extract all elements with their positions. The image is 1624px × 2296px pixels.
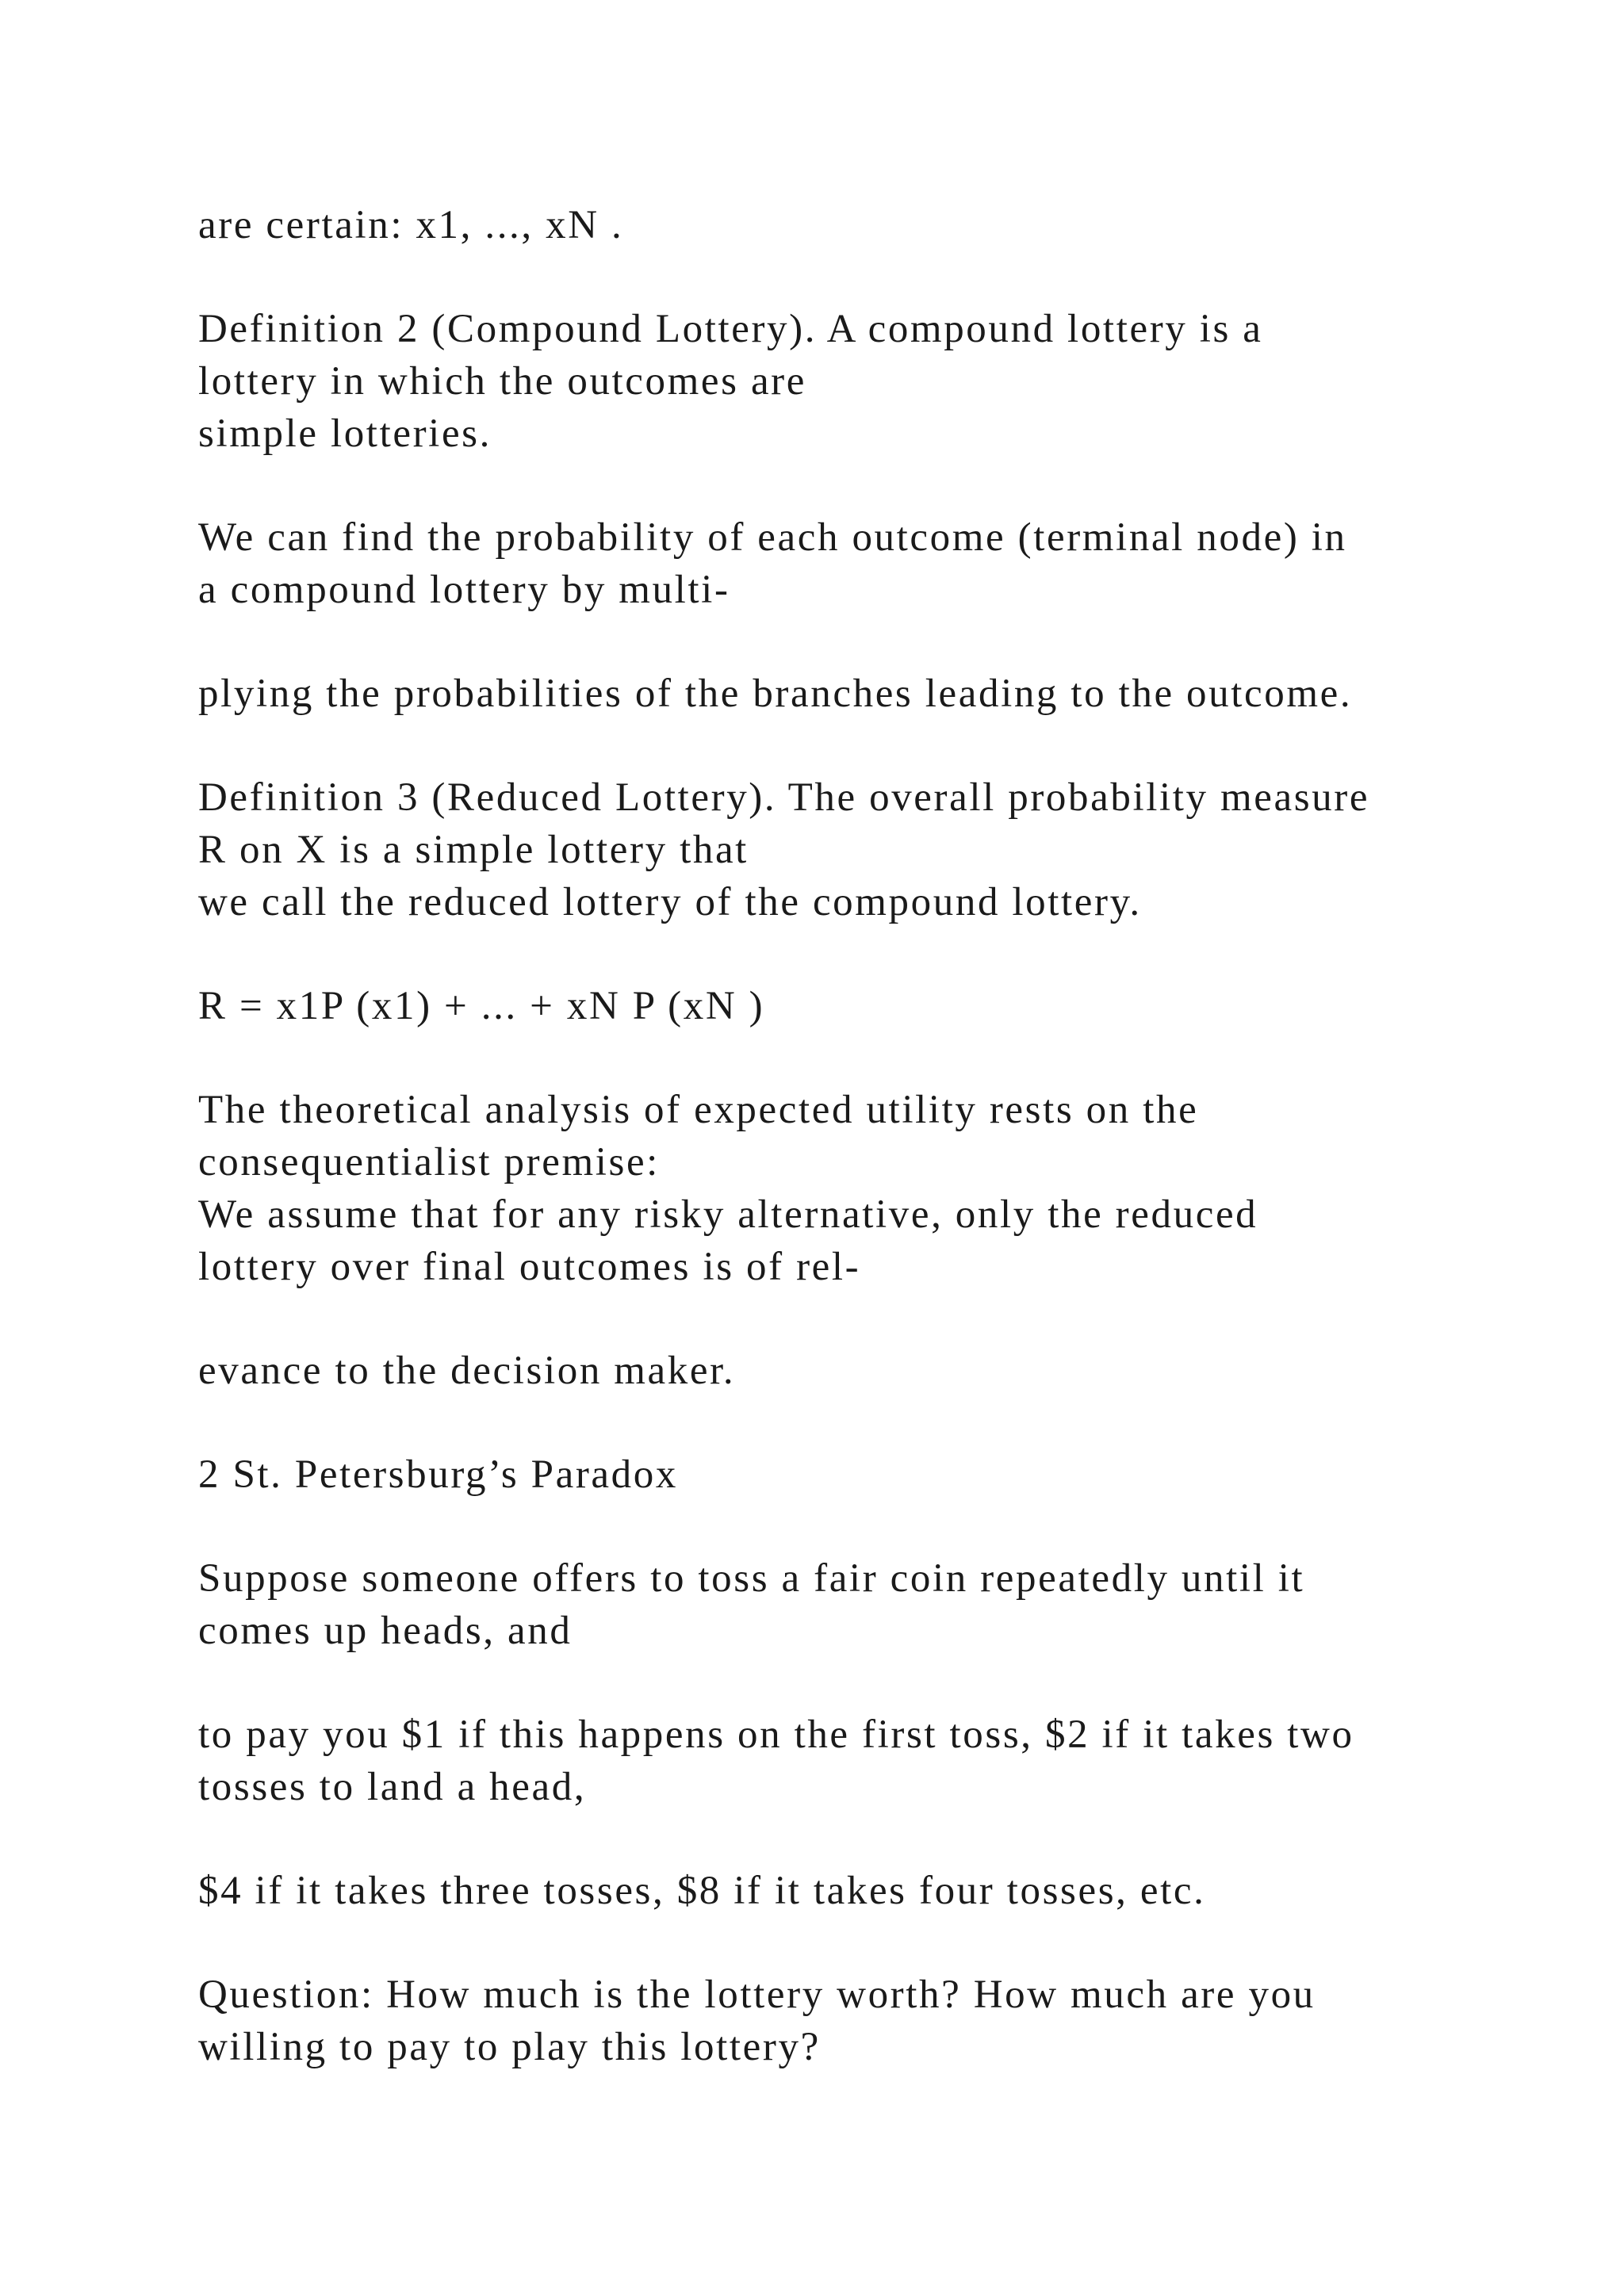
text-line: consequentialist premise: <box>198 1140 660 1184</box>
definition-2-line: Definition 2 (Compound Lottery). A compound lottery is a <box>198 307 1263 351</box>
text-line: simple lotteries. <box>198 411 492 456</box>
text-line: lottery over final outcomes is of rel- <box>198 1245 861 1289</box>
text-line: are certain: x1, ..., xN . <box>198 203 624 247</box>
question-line: Question: How much is the lottery worth? How much are you <box>198 1973 1316 2017</box>
text-line: comes up heads, and <box>198 1609 573 1653</box>
question-line: willing to pay to play this lottery? <box>198 2025 821 2069</box>
text-line: we call the reduced lottery of the compound lottery. <box>198 880 1142 924</box>
text-line: We can find the probability of each outcome (terminal node) in <box>198 515 1347 560</box>
text-line: $4 if it takes three tosses, $8 if it takes four tosses, etc. <box>198 1869 1206 1913</box>
text-line: The theoretical analysis of expected utility rests on the <box>198 1088 1199 1132</box>
text-line: a compound lottery by multi- <box>198 568 730 612</box>
text-line: Suppose someone offers to toss a fair coin repeatedly until it <box>198 1556 1305 1601</box>
definition-3-line: Definition 3 (Reduced Lottery). The overall probability measure <box>198 775 1370 820</box>
formula-line: R = x1P (x1) + ... + xN P (xN ) <box>198 984 765 1028</box>
text-line: tosses to land a head, <box>198 1765 587 1809</box>
text-line: R on X is a simple lottery that <box>198 828 749 872</box>
text-line: plying the probabilities of the branches leading to the outcome. <box>198 672 1353 716</box>
section-heading: 2 St. Petersburg’s Paradox <box>198 1452 678 1497</box>
text-line: lottery in which the outcomes are <box>198 359 807 404</box>
text-line: evance to the decision maker. <box>198 1349 736 1393</box>
text-line: We assume that for any risky alternative, only the reduced <box>198 1192 1258 1237</box>
text-line: to pay you $1 if this happens on the first toss, $2 if it takes two <box>198 1712 1354 1757</box>
